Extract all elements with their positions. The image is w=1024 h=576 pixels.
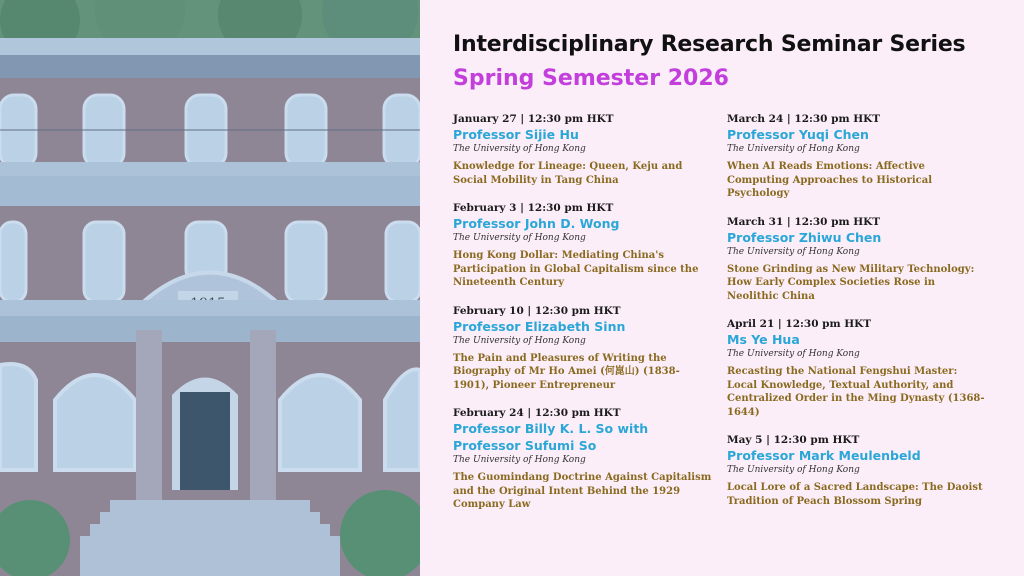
seminar-entry (727, 215, 989, 304)
seminar-entry (453, 406, 715, 512)
seminar-title: The Guomindang Doctrine Against Capitalism and the Original Intent Behind the 1929 Company Law (453, 472, 712, 510)
schedule-column-left (453, 112, 715, 526)
seminar-date: February 10 | 12:30 pm HKT (453, 304, 621, 317)
seminar-date: January 27 | 12:30 pm HKT (453, 113, 614, 125)
seminar-title: Recasting the National Fengshui Master: Local Knowledge, Textual Authority, and Centralized Order in the Ming Dynasty (1368-1644) (727, 366, 985, 418)
seminar-speaker: Professor Mark Meulenbeld (727, 448, 921, 463)
seminar-date: February 3 | 12:30 pm HKT (453, 202, 614, 214)
seminar-speaker: Professor John D. Wong (453, 216, 620, 231)
seminar-affiliation: The University of Hong Kong (453, 455, 586, 465)
seminar-entry (727, 112, 989, 201)
seminar-title: When AI Reads Emotions: Affective Computing Approaches to Historical Psychology (727, 161, 932, 199)
seminar-date: March 31 | 12:30 pm HKT (727, 215, 881, 228)
seminar-entry (727, 433, 989, 508)
seminar-title: Hong Kong Dollar: Mediating China's Participation in Global Capitalism since the Nineteenth Century (453, 250, 699, 288)
seminar-affiliation: The University of Hong Kong (727, 465, 860, 475)
seminar-entry (453, 304, 715, 393)
schedule-column-right (727, 112, 989, 522)
seminar-affiliation: The University of Hong Kong (453, 233, 586, 243)
seminar-speaker: Professor Zhiwu Chen (727, 229, 882, 245)
seminar-title: The Pain and Pleasures of Writing the Biography of Mr Ho Amei (何崑山) (1838-1901), Pioneer Entrepreneur (453, 352, 680, 391)
seminar-affiliation: The University of Hong Kong (727, 246, 860, 257)
seminar-affiliation: The University of Hong Kong (727, 144, 860, 154)
seminar-speaker: Professor Yuqi Chen (727, 127, 869, 142)
seminar-speaker: Professor Billy K. L. So with Professor Sufumi So (453, 421, 649, 453)
seminar-speaker: Professor Elizabeth Sinn (453, 318, 626, 334)
seminar-speaker: Professor Sijie Hu (453, 127, 579, 142)
seminar-affiliation: The University of Hong Kong (727, 349, 860, 359)
seminar-title: Stone Grinding as New Military Technology: How Early Complex Societies Rose in Neolithic China (727, 263, 975, 302)
seminar-date: March 24 | 12:30 pm HKT (727, 113, 881, 125)
seminar-affiliation: The University of Hong Kong (453, 335, 586, 346)
seminar-entry (727, 317, 989, 419)
page-subtitle: Spring Semester 2026 (453, 66, 729, 91)
seminar-title: Local Lore of a Sacred Landscape: The Daoist Tradition of Peach Blossom Spring (727, 482, 983, 507)
seminar-affiliation: The University of Hong Kong (453, 144, 586, 154)
seminar-entry (453, 112, 715, 187)
seminar-date: May 5 | 12:30 pm HKT (727, 434, 860, 446)
seminar-title: Knowledge for Lineage: Queen, Keju and Social Mobility in Tang China (453, 161, 683, 186)
building-photo (0, 0, 420, 576)
seminar-speaker: Ms Ye Hua (727, 332, 800, 347)
seminar-entry (453, 201, 715, 290)
seminar-date: February 24 | 12:30 pm HKT (453, 407, 621, 419)
seminar-date: April 21 | 12:30 pm HKT (727, 318, 872, 330)
page-title: Interdisciplinary Research Seminar Series (453, 32, 966, 57)
